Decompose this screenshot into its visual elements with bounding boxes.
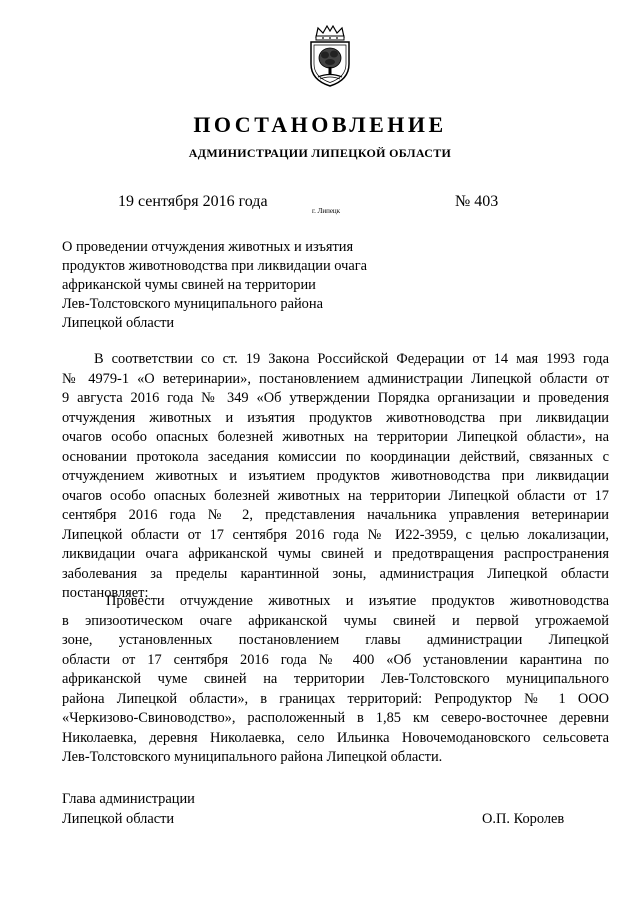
subject-line: продуктов животноводства при ликвидации очага	[62, 258, 367, 274]
paragraph-line: Николаевка, деревня Николаевка, село Ильинка Новочемодановского сельсовета	[62, 729, 609, 746]
paragraph-line: сентября 2016 года № 2, представления начальника управления ветеринарии	[62, 507, 609, 523]
paragraph-line: в эпизоотическом очаге африканской чумы свиней и первой угрожаемой	[62, 612, 609, 629]
paragraph-line: очагов особо опасных болезней животных на территории Липецкой области», на	[62, 429, 609, 445]
paragraph-line: зоне, установленных постановлением главы администрации Липецкой	[62, 632, 609, 648]
document-issuer: АДМИНИСТРАЦИИ ЛИПЕЦКОЙ ОБЛАСТИ	[188, 146, 452, 160]
subject-line: О проведении отчуждения животных и изъятия	[62, 239, 354, 255]
paragraph-line: отчуждением животных и изъятием продуктов животноводства при ликвидации	[62, 468, 609, 484]
resolution-paragraph	[62, 592, 609, 768]
paragraph-line: Лев-Толстовского муниципального района Липецкой области.	[62, 749, 443, 765]
document-number: № 403	[455, 193, 499, 210]
paragraph-line: № 4979-1 «О ветеринарии», постановлением администрации Липецкой области от	[62, 370, 609, 387]
paragraph-line: отчуждения животных и изъятия продуктов животноводства при ликвидации	[62, 409, 609, 426]
subject-line: Лев-Толстовского муниципального района	[62, 296, 323, 312]
document-place: г. Липецк	[312, 207, 341, 215]
signer-position	[62, 790, 195, 829]
paragraph-line: Провести отчуждение животных и изъятие продуктов животноводства	[106, 593, 609, 609]
document-title: ПОСТАНОВЛЕНИЕ	[193, 112, 447, 137]
preamble-paragraph	[62, 350, 609, 604]
subject-line: Липецкой области	[62, 315, 175, 331]
paragraph-line: района Липецкой области», в границах территорий: Репродуктор № 1 ООО	[62, 690, 609, 707]
subject-line: африканской чумы свиней на территории	[62, 277, 316, 293]
document-subject	[62, 238, 422, 333]
paragraph-line: основании протокола заседания комиссии по координации действий, связанных с	[62, 448, 609, 465]
signer-position-line: Липецкой области	[62, 810, 175, 827]
coat-of-arms-icon	[304, 24, 356, 88]
paragraph-line: ликвидации очага африканской чумы свиней и предотвращения распространения	[62, 546, 609, 562]
signer-position-line: Глава администрации	[62, 791, 195, 807]
signer-name: О.П. Королев	[482, 810, 565, 827]
paragraph-line: африканской чуме свиней на территории Лев-Толстовского муниципального	[62, 671, 609, 687]
paragraph-line: заболевания за пределы карантинной зоны, администрация Липецкой области	[62, 565, 609, 582]
paragraph-line: очагов особо опасных болезней животных на территории Липецкой области от 17	[62, 487, 609, 504]
paragraph-line: 9 августа 2016 года № 349 «Об утверждении Порядка организации и проведения	[62, 390, 609, 406]
paragraph-line: В соответствии со ст. 19 Закона Российской Федерации от 14 мая 1993 года	[94, 351, 609, 367]
paragraph-line: области от 17 сентября 2016 года № 400 «Об установлении карантина по	[62, 651, 609, 668]
paragraph-line: постановляет:	[62, 585, 149, 601]
document-date: 19 сентября 2016 года	[118, 193, 268, 210]
paragraph-line: Липецкой области от 17 сентября 2016 года № И22-3959, с целью локализации,	[62, 526, 609, 543]
paragraph-line: «Черкизово-Свиноводство», расположенный в 1,85 км северо-восточнее деревни	[62, 710, 609, 726]
